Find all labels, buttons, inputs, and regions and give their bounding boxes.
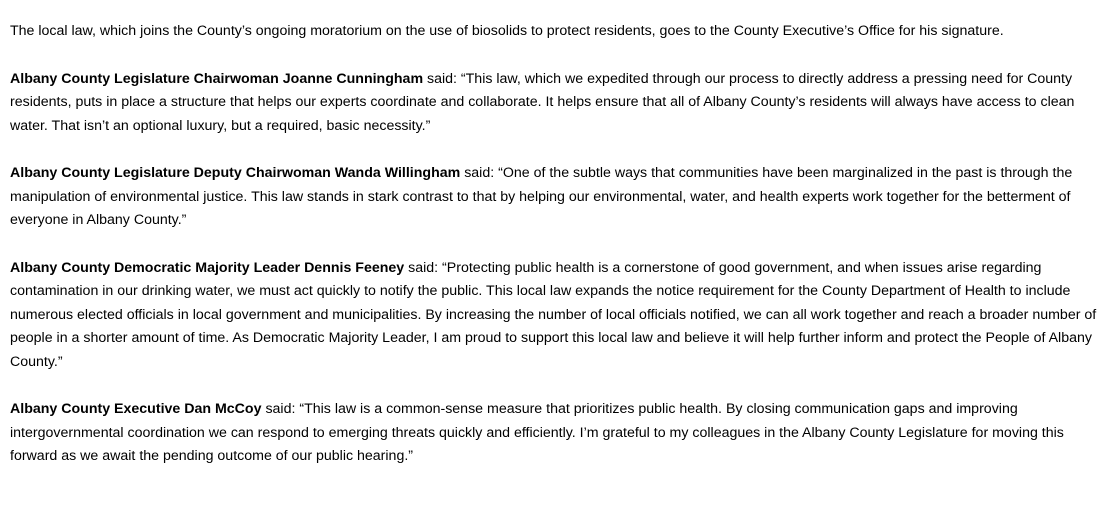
quote-text: said: “Protecting public health is a cornerstone of good government, and when issues arise regarding contamination in our drinking water, we must act quickly to notify the public. This local law expands the notice requirement for the County Department of Health to include numerous elected officials in local government and municipalities. By increasing the number of local officials notified, we can all work together and reach a broader number of people in a shorter amount of time. As Democratic Majority Leader, I am proud to support this local law and believe it will help further inform and protect the People of Albany County.” <box>10 259 1097 370</box>
quote-paragraph-mccoy <box>10 398 1114 469</box>
speaker-name: Albany County Legislature Chairwoman Joanne Cunningham <box>10 70 424 87</box>
quote-paragraph-willingham <box>10 162 1114 233</box>
quote-text: said: “One of the subtle ways that communities have been marginalized in the past is through the manipulation of environmental justice. This law stands in stark contrast to that by helping our environmental, water, and health experts work together for the betterment of everyone in Albany County.” <box>10 165 1073 228</box>
quote-text: said: “This law is a common-sense measure that prioritizes public health. By closing communication gaps and improving intergovernmental coordination we can respond to emerging threats quickly and efficiently. I’m grateful to my colleagues in the Albany County Legislature for moving this forward as we await the pending outcome of our public hearing.” <box>10 401 1064 464</box>
speaker-name: Albany County Executive Dan McCoy <box>10 401 262 417</box>
quote-text: said: “This law, which we expedited through our process to directly address a pressing need for County residents, puts in place a structure that helps our experts coordinate and collaborate. It helps ensure that all of Albany County’s residents will always have access to clean water. That isn’t an optional luxury, but a required, basic necessity.” <box>10 70 1075 134</box>
paragraph-text: The local law, which joins the County’s ongoing moratorium on the use of biosolids to protect residents, goes to the County Executive’s Office for his signature. <box>10 23 1004 39</box>
quote-paragraph-feeney <box>10 257 1114 375</box>
speaker-name: Albany County Legislature Deputy Chairwoman Wanda Willingham <box>10 165 461 181</box>
quote-paragraph-cunningham <box>10 68 1114 139</box>
intro-paragraph <box>10 20 1114 44</box>
speaker-name: Albany County Democratic Majority Leader Dennis Feeney <box>10 259 405 276</box>
